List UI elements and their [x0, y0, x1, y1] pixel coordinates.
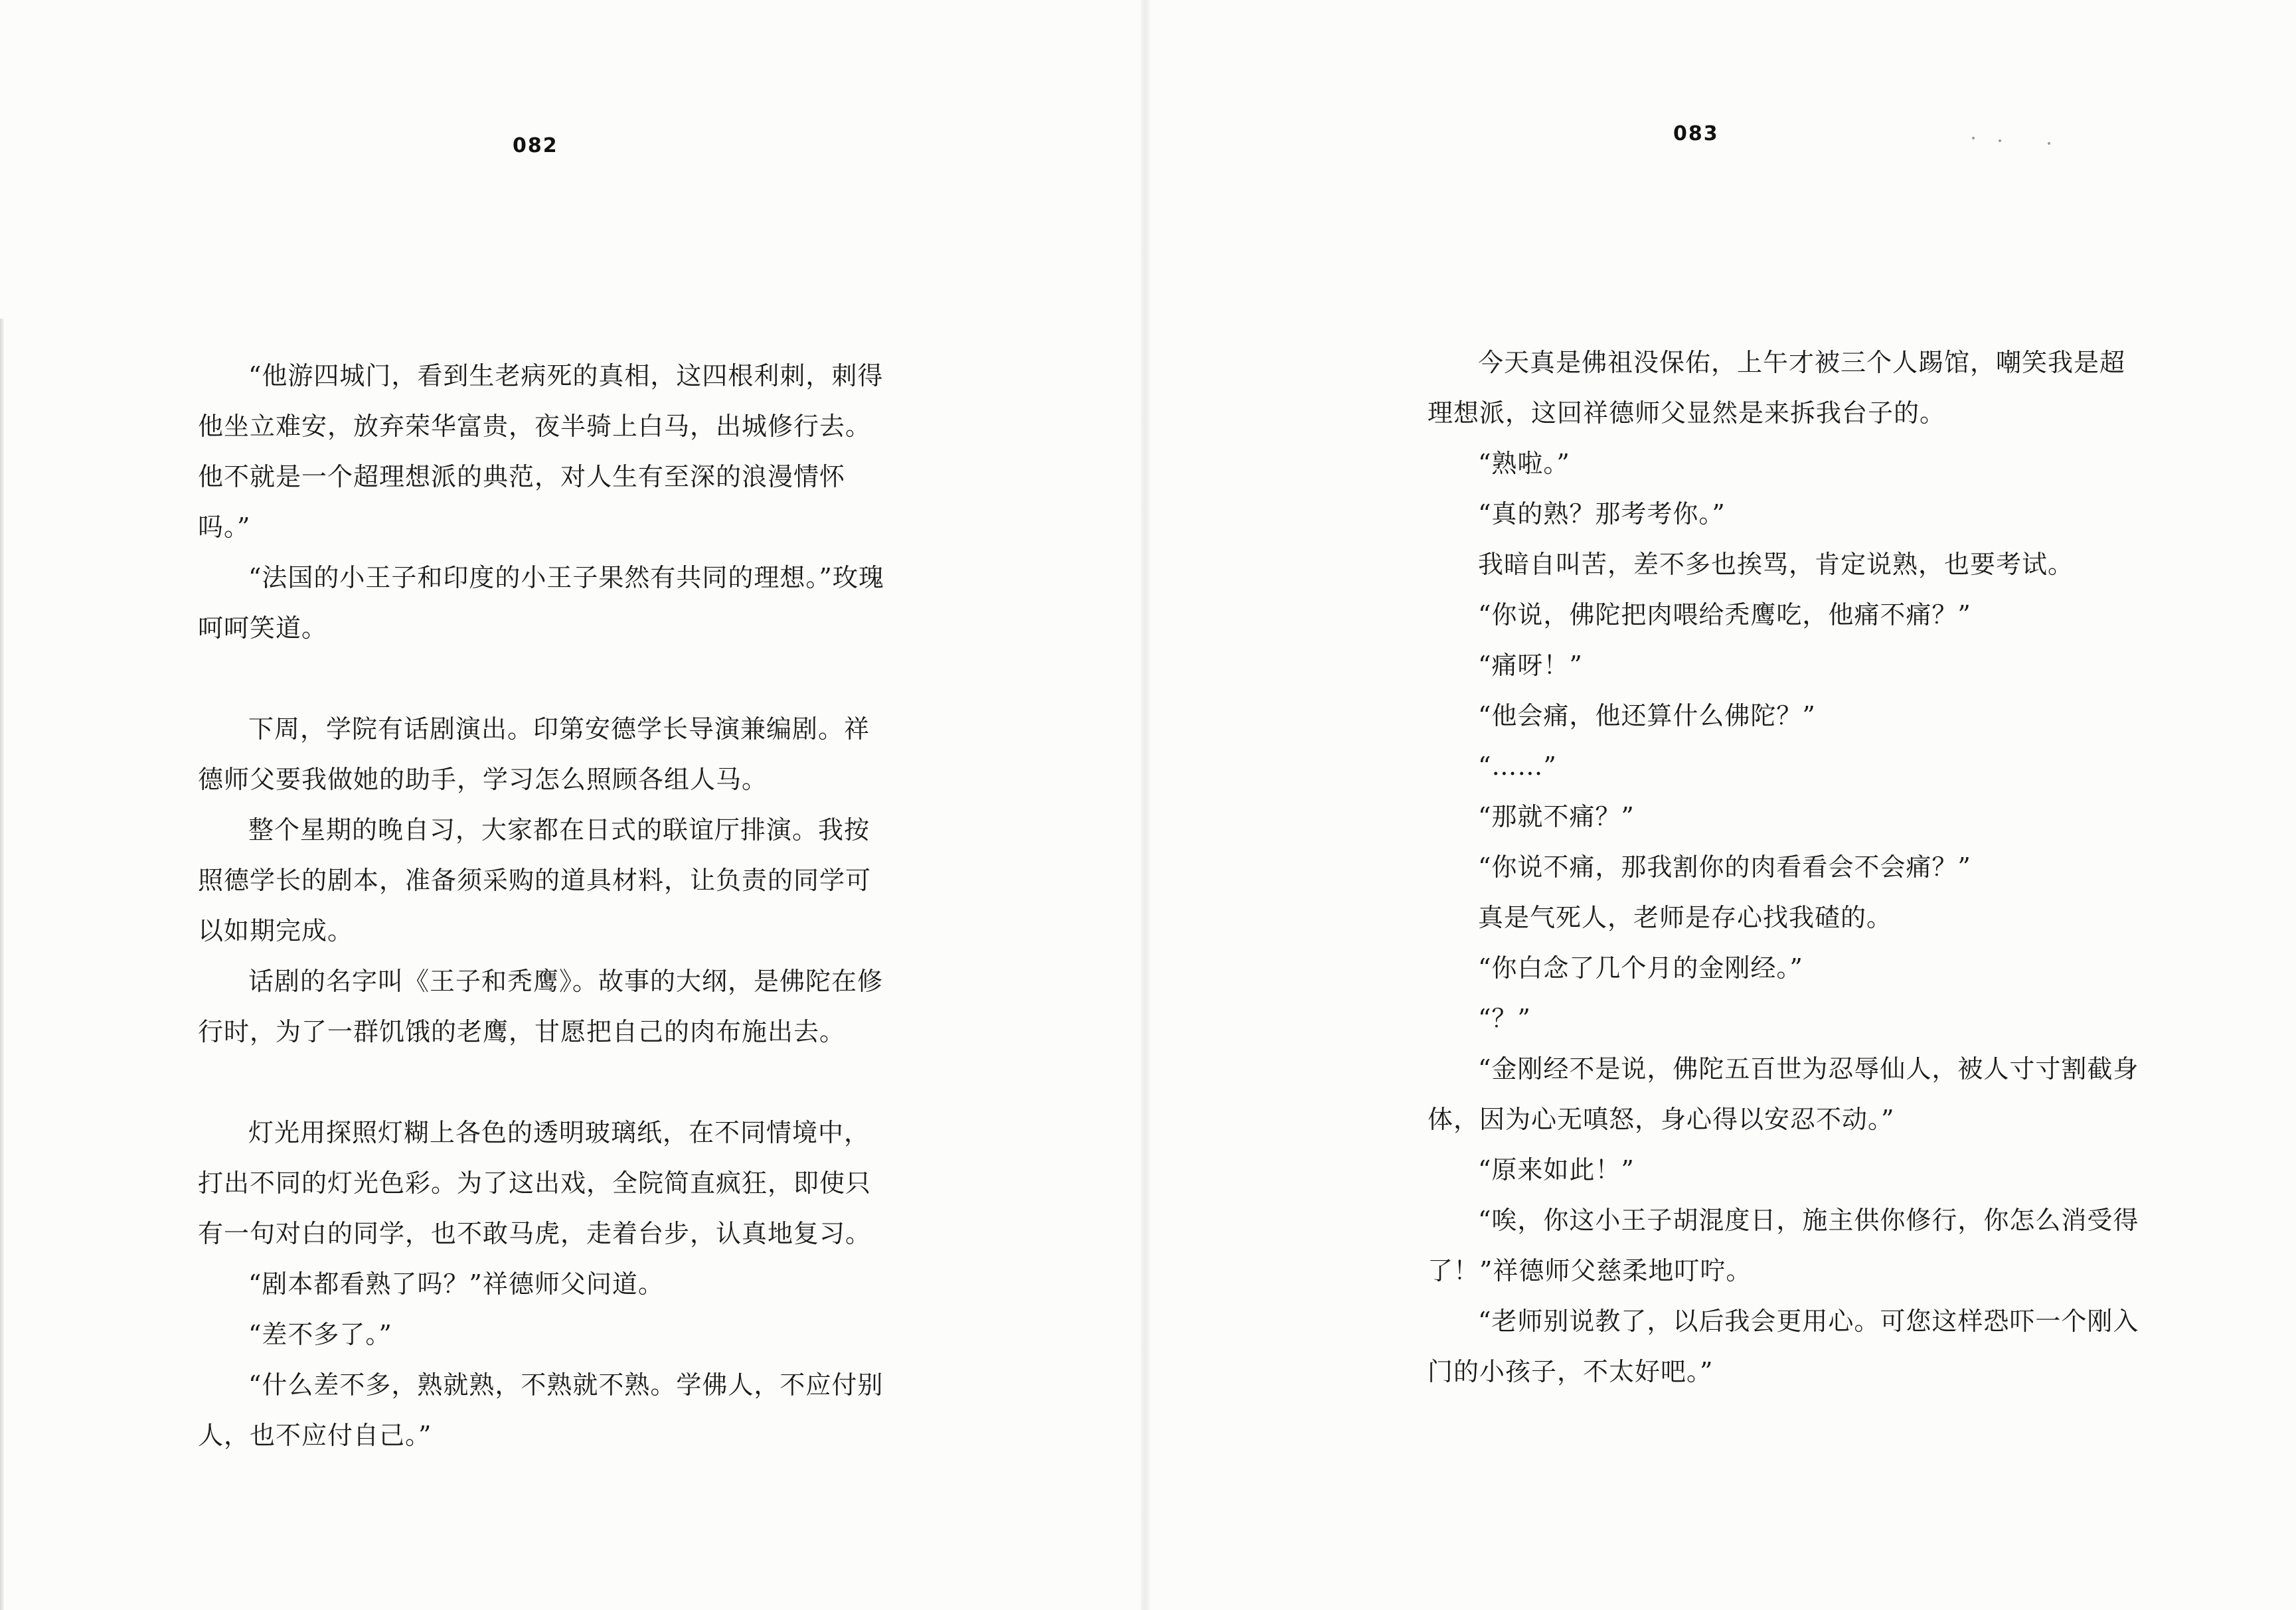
paragraph: 我暗自叫苦，差不多也挨骂，肯定说熟，也要考试。 [1478, 550, 2074, 579]
paragraph: “你说不痛，那我割你的肉看看会不会痛？” [1478, 852, 1971, 882]
paragraph: 今天真是佛祖没保佑，上午才被三个人踢馆，嘲笑我是超理想派，这回祥德师父显然是来拆我台子的。 [1428, 348, 2126, 428]
paper-speck [2048, 142, 2050, 145]
paragraph: 灯光用探照灯糊上各色的透明玻璃纸，在不同情境中，打出不同的灯光色彩。为了这出戏，全院简直疯狂，即使只有一句对白的同学，也不敢马虎，走着台步，认真地复习。 [198, 1118, 872, 1248]
paper-speck [1972, 137, 1975, 139]
paragraph: 整个星期的晚自习，大家都在日式的联谊厅排演。我按照德学长的剧本，准备须采购的道具材料，让负责的同学可以如期完成。 [198, 815, 872, 945]
left-page [0, 0, 1141, 1610]
paragraph: “剧本都看熟了吗？”祥德师父问道。 [248, 1269, 664, 1299]
body-text [198, 351, 888, 1461]
body-text [1428, 337, 2145, 1397]
paragraph: “那就不痛？” [1478, 802, 1635, 831]
paragraph: “原来如此！” [1478, 1155, 1635, 1184]
paragraph: “真的熟？那考考你。” [1478, 499, 1726, 528]
paragraph: “老师别说教了，以后我会更用心。可您这样恐吓一个刚入门的小孩子，不太好吧。” [1428, 1307, 2139, 1386]
paragraph: 下周，学院有话剧演出。印第安德学长导演兼编剧。祥德师父要我做她的助手，学习怎么照顾各组人马。 [198, 714, 870, 794]
paragraph: “唉，你这小王子胡混度日，施主供你修行，你怎么消受得了！”祥德师父慈柔地叮咛。 [1428, 1206, 2139, 1285]
page-number: 083 [1673, 122, 1719, 145]
paragraph: “他游四城门，看到生老病死的真相，这四根利刺，刺得他坐立难安，放弃荣华富贵，夜半骑上白马，出城修行去。他不就是一个超理想派的典范，对人生有至深的浪漫情怀吗。” [198, 361, 884, 542]
paragraph: “金刚经不是说，佛陀五百世为忍辱仙人，被人寸寸割截身体，因为心无嗔怒，身心得以安忍不动。” [1428, 1054, 2139, 1134]
paragraph: “你说，佛陀把肉喂给秃鹰吃，他痛不痛？” [1478, 600, 1971, 629]
section-break [198, 653, 888, 704]
paragraph: “痛呀！” [1478, 651, 1583, 680]
paragraph: “法国的小王子和印度的小王子果然有共同的理想。”玫瑰呵呵笑道。 [198, 563, 884, 643]
paragraph: 话剧的名字叫《王子和秃鹰》。故事的大纲，是佛陀在修行时，为了一群饥饿的老鹰，甘愿把自己的肉布施出去。 [198, 967, 884, 1046]
paragraph: “你白念了几个月的金刚经。” [1478, 953, 1803, 983]
paragraph: “？” [1478, 1004, 1531, 1033]
paragraph: “他会痛，他还算什么佛陀？” [1478, 701, 1816, 730]
book-gutter [1141, 0, 1150, 1610]
paragraph: 真是气死人，老师是存心找我碴的。 [1478, 903, 1893, 932]
right-page [1150, 0, 2296, 1610]
paper-speck [1999, 139, 2001, 142]
page-number: 082 [513, 134, 558, 157]
paragraph: “什么差不多，熟就熟，不熟就不熟。学佛人，不应付别人，也不应付自己。” [198, 1370, 884, 1450]
paragraph: “差不多了。” [248, 1320, 392, 1349]
paragraph: “……” [1478, 752, 1557, 781]
paragraph: “熟啦。” [1478, 449, 1570, 478]
section-break [198, 1057, 888, 1107]
